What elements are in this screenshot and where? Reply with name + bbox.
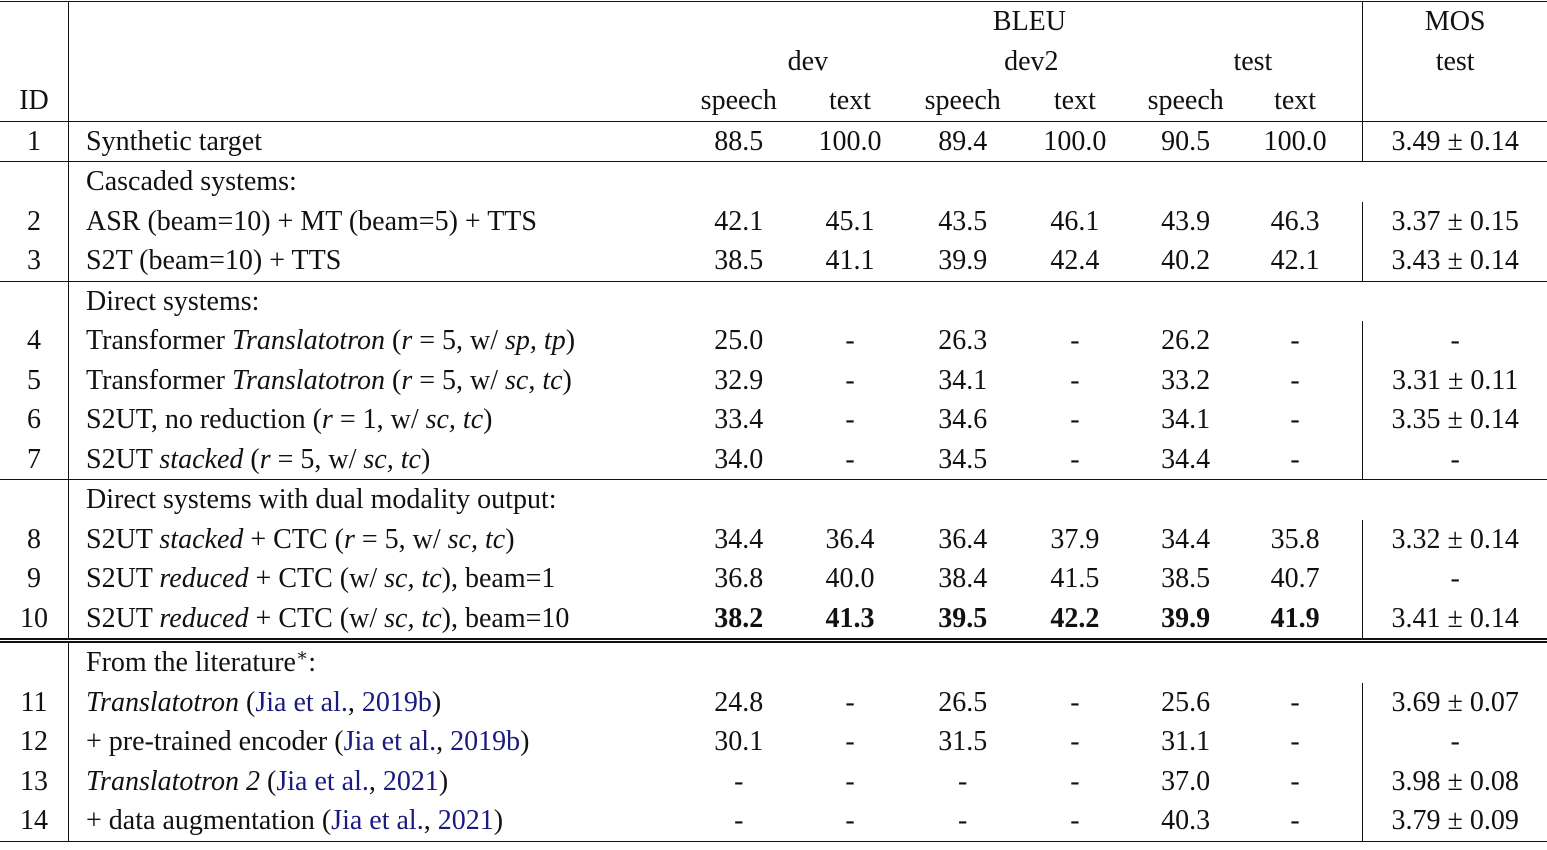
bleu-cell: 25.6 <box>1161 686 1211 718</box>
bleu-cell: 35.8 <box>1270 523 1320 555</box>
bleu-cell: 43.5 <box>938 205 988 237</box>
bleu-cell: 34.0 <box>714 443 764 475</box>
header-row-splits <box>0 42 1547 82</box>
bleu-cell: 42.1 <box>714 205 764 237</box>
bleu-cell-best: 42.2 <box>1050 602 1100 634</box>
bleu-cell: 36.8 <box>714 563 764 594</box>
row-id: 7 <box>0 440 69 480</box>
mos-cell: 3.32 ± 0.14 <box>1363 520 1547 560</box>
bleu-cell: - <box>845 443 855 475</box>
subcol-header: speech <box>700 85 777 116</box>
bleu-cell: 33.2 <box>1161 364 1211 396</box>
bleu-cell: 31.1 <box>1161 726 1211 757</box>
bleu-cell: - <box>1070 325 1080 356</box>
row-description: S2UT reduced + CTC (w/ sc, tc), beam=1 <box>86 563 556 594</box>
bleu-cell: 100.0 <box>1006 121 1143 162</box>
header-row-metrics <box>0 2 1547 42</box>
mos-cell: 3.43 ± 0.14 <box>1363 241 1547 281</box>
bleu-cell: 100.0 <box>781 121 919 162</box>
table-row <box>0 361 1547 401</box>
row-id: 5 <box>0 361 69 401</box>
table-row <box>0 321 1547 361</box>
citation-link[interactable]: Jia et al., 2021 <box>331 805 494 836</box>
row-id: 11 <box>0 683 69 723</box>
bleu-cell: 41.5 <box>1050 563 1100 594</box>
bleu-cell: 42.1 <box>1270 245 1320 276</box>
bleu-cell: 40.0 <box>825 563 875 594</box>
bleu-cell: - <box>734 765 744 797</box>
bleu-cell: 37.0 <box>1161 765 1211 797</box>
row-id: 8 <box>0 520 69 560</box>
table-row <box>0 683 1547 723</box>
row-id: 13 <box>0 762 69 802</box>
bleu-cell: - <box>1290 726 1300 757</box>
bleu-cell: - <box>845 726 855 757</box>
table-row <box>0 559 1547 599</box>
table-row <box>0 722 1547 762</box>
row-id: 3 <box>0 241 69 281</box>
mos-split-header: test <box>1363 42 1547 82</box>
subcol-header: text <box>1274 85 1317 116</box>
bleu-cell: - <box>958 765 968 797</box>
section-label-dual: Direct systems with dual modality output: <box>69 480 697 520</box>
row-id: 6 <box>0 400 69 440</box>
bleu-cell: 34.6 <box>938 404 988 435</box>
row-description: Translatotron (Jia et al., 2019b) <box>86 686 442 718</box>
mos-cell: 3.69 ± 0.07 <box>1363 683 1547 723</box>
row-id: 9 <box>0 559 69 599</box>
bleu-cell: 31.5 <box>938 726 988 757</box>
bleu-cell: - <box>1290 364 1300 396</box>
row-description: S2UT stacked + CTC (r = 5, w/ sc, tc) <box>86 523 515 555</box>
table-row-best <box>0 599 1547 641</box>
footnote-asterisk: ∗ <box>295 645 309 665</box>
bleu-cell: - <box>1070 686 1080 718</box>
table-row <box>0 400 1547 440</box>
bleu-cell: - <box>1070 364 1080 396</box>
bleu-cell-best: 39.5 <box>938 602 988 634</box>
header-row-subcols <box>0 81 1547 121</box>
mos-cell: 3.41 ± 0.14 <box>1363 599 1547 641</box>
mos-header: MOS <box>1363 2 1547 42</box>
row-description: + data augmentation (Jia et al., 2021) <box>69 801 697 841</box>
mos-cell: 3.49 ± 0.14 <box>1363 121 1547 162</box>
table-row <box>0 520 1547 560</box>
bleu-cell: 38.5 <box>1161 563 1211 594</box>
section-header-row <box>0 480 1547 520</box>
bleu-cell-best: 39.9 <box>1161 602 1211 634</box>
bleu-cell: 41.1 <box>825 245 875 276</box>
bleu-cell: 36.4 <box>938 523 988 555</box>
mos-cell: - <box>1363 440 1547 480</box>
bleu-cell: 40.3 <box>1144 801 1228 841</box>
bleu-cell: 43.9 <box>1161 205 1211 237</box>
bleu-cell: 32.9 <box>714 364 764 396</box>
mos-cell: 3.37 ± 0.15 <box>1363 202 1547 242</box>
bleu-cell-best: 38.2 <box>714 602 764 634</box>
bleu-cell: 37.9 <box>1050 523 1100 555</box>
subcol-header: text <box>829 85 872 116</box>
bleu-cell: 34.4 <box>1161 443 1211 475</box>
bleu-cell: 45.1 <box>825 205 875 237</box>
bleu-cell: 34.5 <box>938 443 988 475</box>
row-description: S2UT reduced + CTC (w/ sc, tc), beam=10 <box>86 602 570 634</box>
section-header-row <box>0 162 1547 202</box>
mos-cell: - <box>1363 722 1547 762</box>
bleu-cell: 25.0 <box>714 325 764 356</box>
bleu-cell: - <box>919 801 1006 841</box>
bleu-cell: - <box>845 364 855 396</box>
bleu-cell: - <box>781 801 919 841</box>
row-description: S2UT, no reduction (r = 1, w/ sc, tc) <box>86 404 493 435</box>
mos-cell: 3.79 ± 0.09 <box>1363 801 1547 841</box>
bleu-cell: 34.1 <box>938 364 988 396</box>
table-row <box>0 440 1547 480</box>
bleu-cell: 30.1 <box>714 726 764 757</box>
row-id: 14 <box>0 801 69 841</box>
bleu-cell: - <box>845 404 855 435</box>
section-header-row <box>0 641 1547 683</box>
bleu-cell: 38.5 <box>714 245 764 276</box>
row-id: 12 <box>0 722 69 762</box>
row-description: Transformer Translatotron (r = 5, w/ sc, tc) <box>86 364 572 396</box>
bleu-cell: 90.5 <box>1144 121 1228 162</box>
section-label-cascaded: Cascaded systems: <box>69 162 697 202</box>
bleu-cell: - <box>1070 726 1080 757</box>
bleu-cell: - <box>1070 404 1080 435</box>
row-description: S2UT stacked (r = 5, w/ sc, tc) <box>86 443 431 475</box>
row-id: 10 <box>0 599 69 641</box>
bleu-cell: 24.8 <box>714 686 764 718</box>
bleu-cell: - <box>1228 801 1363 841</box>
section-label-direct: Direct systems: <box>69 281 697 321</box>
table-row <box>0 121 1547 162</box>
results-table <box>0 1 1547 842</box>
mos-cell: - <box>1363 321 1547 361</box>
row-description: Transformer Translatotron (r = 5, w/ sp, tp) <box>86 325 576 356</box>
bleu-cell: 46.1 <box>1050 205 1100 237</box>
row-description: Synthetic target <box>69 121 697 162</box>
split-test-header: test <box>1233 45 1273 77</box>
citation-link[interactable]: Jia et al., 2021 <box>276 765 439 797</box>
bleu-cell: - <box>1290 443 1300 475</box>
bleu-cell: - <box>1070 443 1080 475</box>
bleu-cell: 26.5 <box>938 686 988 718</box>
bleu-cell: 46.3 <box>1270 205 1320 237</box>
bleu-cell: 39.9 <box>938 245 988 276</box>
bleu-cell: 26.3 <box>938 325 988 356</box>
bleu-cell: - <box>1006 801 1143 841</box>
bleu-cell: 34.4 <box>1161 523 1211 555</box>
bleu-cell: - <box>1290 686 1300 718</box>
bleu-cell: - <box>1290 404 1300 435</box>
split-dev-header: dev <box>787 45 829 77</box>
table-row <box>0 241 1547 281</box>
bleu-cell: 88.5 <box>697 121 781 162</box>
bleu-cell: 100.0 <box>1228 121 1363 162</box>
row-description: + pre-trained encoder (Jia et al., 2019b) <box>86 726 530 757</box>
bleu-cell: - <box>845 325 855 356</box>
bleu-cell: - <box>1290 325 1300 356</box>
section-label-literature: From the literature∗: <box>69 641 697 683</box>
mos-cell: 3.98 ± 0.08 <box>1363 762 1547 802</box>
bleu-cell-best: 41.9 <box>1270 602 1320 634</box>
row-id: 1 <box>0 121 69 162</box>
section-header-row <box>0 281 1547 321</box>
citation-link[interactable]: Jia et al., 2019b <box>255 686 432 718</box>
bleu-cell-best: 41.3 <box>825 602 875 634</box>
id-header: ID <box>0 81 69 121</box>
citation-link[interactable]: Jia et al., 2019b <box>343 726 521 757</box>
subcol-header: speech <box>924 85 1001 116</box>
bleu-cell: 40.7 <box>1270 563 1320 594</box>
row-id: 4 <box>0 321 69 361</box>
bleu-cell: 36.4 <box>825 523 875 555</box>
bleu-cell: 34.1 <box>1161 404 1211 435</box>
table-row <box>0 801 1547 841</box>
subcol-header: text <box>1053 85 1096 116</box>
split-dev2-header: dev2 <box>1004 45 1059 77</box>
bleu-cell: - <box>1290 765 1300 797</box>
row-id: 2 <box>0 202 69 242</box>
bleu-header: BLEU <box>697 2 1363 42</box>
bleu-cell: - <box>845 686 855 718</box>
bleu-cell: 33.4 <box>714 404 764 435</box>
table-row <box>0 202 1547 242</box>
bleu-cell: 26.2 <box>1161 325 1211 356</box>
table-row <box>0 762 1547 802</box>
row-description: ASR (beam=10) + MT (beam=5) + TTS <box>86 205 537 237</box>
bleu-cell: 42.4 <box>1050 245 1100 276</box>
mos-cell: 3.31 ± 0.11 <box>1363 361 1547 401</box>
bleu-cell: - <box>845 765 855 797</box>
row-description: S2T (beam=10) + TTS <box>86 245 342 276</box>
mos-cell: 3.35 ± 0.14 <box>1363 400 1547 440</box>
bleu-cell: 34.4 <box>714 523 764 555</box>
mos-cell: - <box>1363 559 1547 599</box>
bleu-cell: 89.4 <box>919 121 1006 162</box>
bleu-cell: 38.4 <box>938 563 988 594</box>
bleu-cell: 40.2 <box>1161 245 1211 276</box>
subcol-header: speech <box>1147 85 1224 116</box>
bleu-cell: - <box>697 801 781 841</box>
row-description: Translatotron 2 (Jia et al., 2021) <box>86 765 449 797</box>
bleu-cell: - <box>1070 765 1080 797</box>
